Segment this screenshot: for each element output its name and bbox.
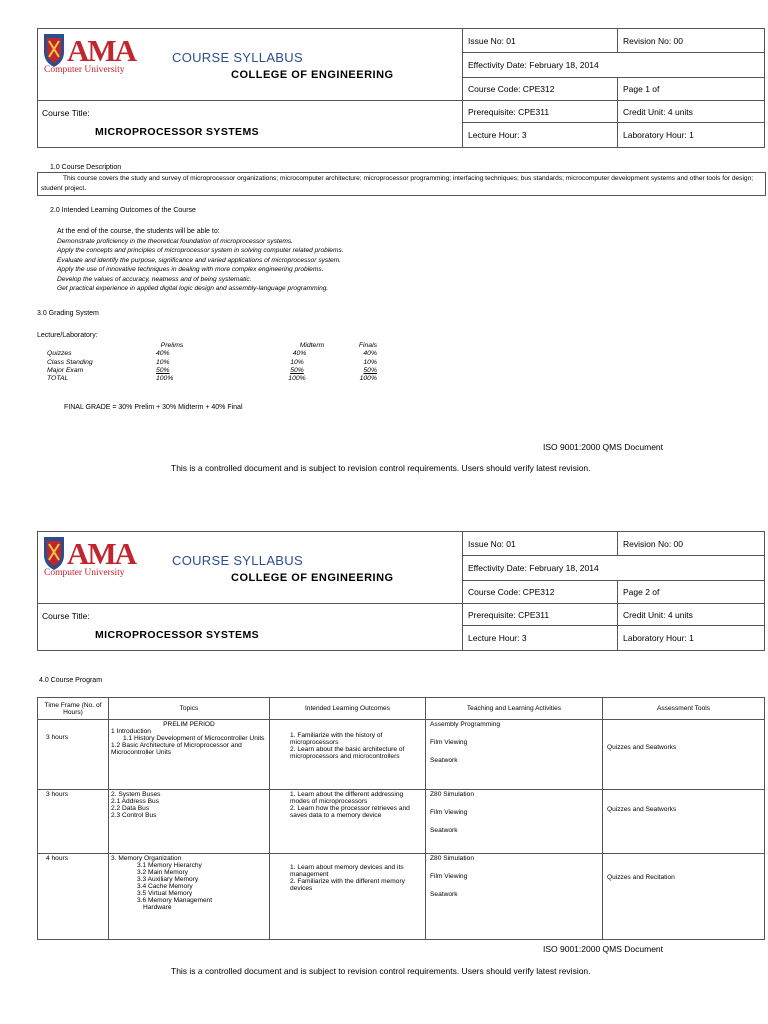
page-number: Page 1 of [618,78,765,101]
course-name: MICROPROCESSOR SYSTEMS [95,126,259,138]
revision-no: Revision No: 00 [618,29,765,53]
ilo-item: Get practical experience in applied digital logic design and assembly-language programming. [57,285,329,293]
topic-item: 3. Memory Organization [111,855,182,862]
page-number: Page 2 of [618,581,765,604]
outcome-item: 1. Learn about memory devices and its management [290,864,404,878]
section4-title: 4.0 Course Program [39,677,103,684]
table-row [38,720,765,790]
grading-value: 40% [292,350,307,358]
activities-cell [426,720,603,790]
time-frame: 3 hours [38,790,109,854]
issue-no: Issue No: 01 [463,29,618,53]
lecture-hour: Lecture Hour: 3 [463,626,618,651]
grading-value: 40% [156,350,170,358]
program-header: Time Frame (No. of Hours) [38,698,109,720]
topics-cell [109,854,270,940]
activity-item: Film Viewing [430,739,468,746]
grading-value: 50% [290,366,304,374]
assessment-cell: Quizzes and Seatworks [603,790,765,854]
topics-cell [109,720,270,790]
ilo-list [57,237,344,293]
logo-name: AMA [67,33,136,68]
college-name: COLLEGE OF ENGINEERING [231,69,394,81]
grading-value: 10% [156,358,170,366]
header-table-page2 [37,531,765,651]
time-frame: 3 hours [38,720,109,790]
program-header: Assessment Tools [603,698,765,720]
outcome-item: 2. Learn how the processor retrieves and saves data to a memory device [290,805,410,819]
topic-item: 3.5 Virtual Memory [137,890,193,897]
assessment-cell: Quizzes and Recitation [603,854,765,940]
laboratory-hour: Laboratory Hour: 1 [618,626,765,651]
course-title-label: Course Title: [42,611,90,621]
ama-logo [42,32,162,74]
grading-label: Major Exam [47,366,84,374]
activity-item: Film Viewing [430,809,468,816]
final-grade: FINAL GRADE = 30% Prelim + 30% Midterm + 40% Final [64,404,243,411]
topic-item: 3.3 Auxiliary Memory [137,876,199,883]
activity-item: Z80 Simulation [430,791,474,798]
course-description: This course covers the study and survey of microprocessor organizations; microcomputer architecture; microprocessor programming; interfacing techniques; bus standards; microcomputer development systems and other tools for design; student project. [41,175,754,192]
prerequisite: Prerequisite: CPE311 [463,604,618,626]
activity-item: Assembly Programming [430,721,500,728]
course-title-label: Course Title: [42,108,90,118]
course-code: Course Code: CPE312 [463,78,618,101]
program-header: Teaching and Learning Activities [426,698,603,720]
grading-value: 100% [359,375,377,383]
topic-item: 2.3 Control Bus [111,812,157,819]
grading-header: Finals [358,342,377,349]
ilo-intro: At the end of the course, the students will be able to: [57,228,220,235]
lecture-hour: Lecture Hour: 3 [463,123,618,148]
iso-label: ISO 9001:2000 QMS Document [543,442,664,452]
ilo-item: Develop the values of accuracy, neatness and of being systematic. [57,275,252,283]
topic-item: 3.4 Cache Memory [137,883,193,890]
time-frame: 4 hours [38,854,109,940]
topic-item: Hardware [143,904,172,911]
course-code: Course Code: CPE312 [463,581,618,604]
outcome-item: 1. Familiarize with the history of microprocessors [290,732,383,746]
credit-unit: Credit Unit: 4 units [618,101,765,123]
controlled-notice: This is a controlled document and is subject to revision control requirements. Users should verify latest revision. [171,463,591,473]
topic-item: 2. System Buses [111,791,161,798]
outcome-item: 1. Learn about the different addressing modes of microprocessors [290,791,404,805]
course-program-table [37,697,765,940]
outcomes-cell [270,854,426,940]
grading-header: Midterm [299,342,325,349]
grading-value: 10% [363,358,377,366]
ilo-item: Apply the use of innovative techniques in dealing with more complex engineering problems. [57,266,324,274]
outcomes-cell [270,720,426,790]
grading-header: Prelims [160,342,184,349]
header-title-cell [38,29,463,101]
activity-item: Seatwork [430,891,458,898]
section2-title: 2.0 Intended Learning Outcomes of the Course [50,207,196,214]
ama-logo [42,535,162,577]
grading-label: Class Standing [47,358,93,366]
ilo-item: Apply the concepts and principles of microprocessor system in solving computer related problems. [57,247,344,255]
grading-table [47,342,377,383]
grading-value: 40% [363,350,377,358]
iso-label: ISO 9001:2000 QMS Document [543,944,664,954]
topic-item: 1 Introduction [111,728,151,735]
prerequisite: Prerequisite: CPE311 [463,101,618,123]
section3-title: 3.0 Grading System [37,310,99,317]
grading-value: 100% [156,375,174,383]
topic-item: 3.2 Main Memory [137,869,188,876]
course-title-cell [38,604,463,651]
syllabus-title: COURSE SYLLABUS [172,553,303,568]
program-header: Topics [109,698,270,720]
activities-cell [426,790,603,854]
syllabus-title: COURSE SYLLABUS [172,50,303,65]
laboratory-hour: Laboratory Hour: 1 [618,123,765,148]
section1-title: 1.0 Course Description [50,164,122,171]
program-header: Intended Learning Outcomes [270,698,426,720]
topic-item: 2.2 Data Bus [111,805,150,812]
activity-item: Film Viewing [430,873,468,880]
activity-item: Z80 Simulation [430,855,474,862]
header-table-page1 [37,28,765,148]
outcome-item: 2. Learn about the basic architecture of microprocessors and microcontrollers [290,746,405,760]
table-row [38,790,765,854]
logo-name: AMA [67,536,136,571]
grading-label: Quizzes [47,350,72,358]
controlled-notice: This is a controlled document and is subject to revision control requirements. Users should verify latest revision. [171,966,591,976]
issue-no: Issue No: 01 [463,532,618,556]
grading-value: 10% [290,358,304,366]
topic-item: 1.1 History Development of Microcontroller Units [123,735,265,742]
topics-cell [109,790,270,854]
topic-item: 3.1 Memory Hierarchy [137,862,202,869]
effectivity-date: Effectivity Date: February 18, 2014 [463,53,765,78]
college-name: COLLEGE OF ENGINEERING [231,572,394,584]
topic-item: 2.1 Address Bus [111,798,160,805]
course-description-box [37,172,766,196]
logo-subtitle: Computer University [44,65,125,74]
activity-item: Seatwork [430,827,458,834]
period-label: PRELIM PERIOD [163,721,215,728]
revision-no: Revision No: 00 [618,532,765,556]
course-title-cell [38,101,463,148]
activity-item: Seatwork [430,757,458,764]
ilo-item: Demonstrate proficiency in the theoretical foundation of microprocessor systems. [57,238,294,245]
course-name: MICROPROCESSOR SYSTEMS [95,629,259,641]
ilo-item: Evaluate and identify the purpose, significance and varied applications of microprocessor system. [57,256,342,264]
grading-label: TOTAL [47,375,69,383]
outcome-item: 2. Familiarize with the different memory devices [290,878,405,892]
logo-subtitle: Computer University [44,568,125,577]
topic-item: 1.2 Basic Architecture of Microprocessor and Microcontroller Units [111,742,242,756]
credit-unit: Credit Unit: 4 units [618,604,765,626]
grading-value: 100% [288,375,306,383]
topic-item: 3.6 Memory Management [137,897,213,904]
grading-sub: Lecture/Laboratory: [37,332,98,339]
grading-value: 50% [363,366,377,374]
outcomes-cell [270,790,426,854]
table-row [38,854,765,940]
activities-cell [426,854,603,940]
effectivity-date: Effectivity Date: February 18, 2014 [463,556,765,581]
assessment-cell: Quizzes and Seatworks [603,720,765,790]
header-title-cell [38,532,463,604]
grading-value: 50% [156,366,170,374]
